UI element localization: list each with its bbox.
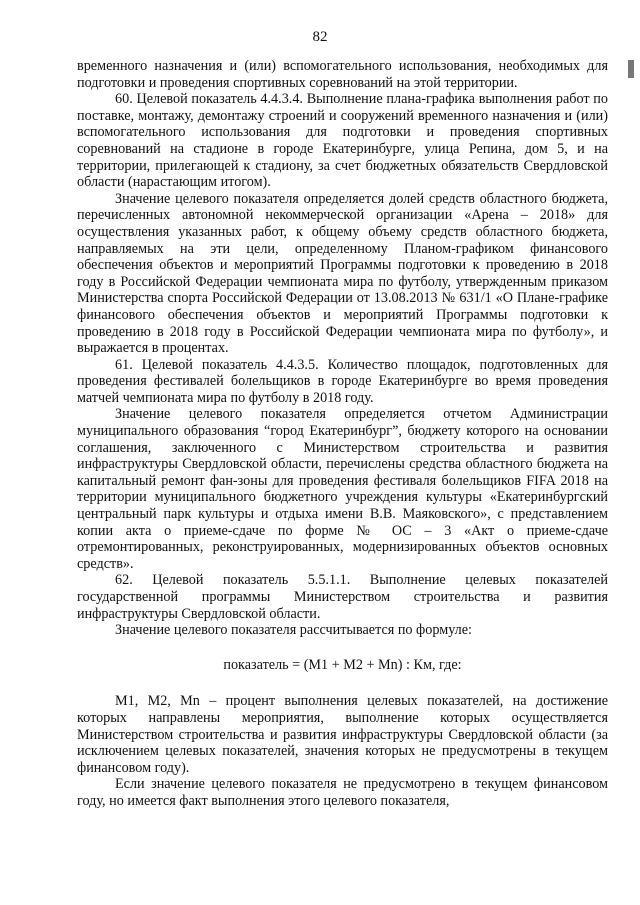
paragraph-indicator-62: 62. Целевой показатель 5.5.1.1. Выполнение целевых показателей государственной программы Министерством строительства и развития инфраструктуры Свердловской области.: [77, 572, 608, 622]
formula: показатель = (M1 + M2 + Mn) : Км, где:: [223, 656, 462, 673]
scan-margin-mark: [628, 60, 634, 78]
paragraph-indicator-61-value: Значение целевого показателя определяется отчетом Администрации муниципального образования “город Екатеринбург”, бюджету которого на основании соглашения, заключенного с Министерством строительства и развития инфраструктуры Свердловской области, перечислены средства областного бюджета на капитальный ремонт фан-зоны для проведения фестиваля болельщиков FIFA 2018 на территории муниципального бюджетного учреждения культуры «Екатеринбургский центральный парк культуры и отдыха имени В.В. Маяковского», с представлением копии акта о приеме-сдаче по форме № ОС – 3 «Акт о приеме-сдаче отремонтированных, реконструированных, модернизированных объектов основных средств».: [77, 406, 608, 572]
paragraph-indicator-61: 61. Целевой показатель 4.4.3.5. Количество площадок, подготовленных для проведения фестивалей болельщиков в городе Екатеринбурге во время проведения матчей чемпионата мира по футболу в 2018 году.: [77, 356, 608, 406]
paragraph-continuation: временного назначения и (или) вспомогательного использования, необходимых для подготовки и проведения спортивных соревнований на этой территории.: [77, 58, 608, 91]
paragraph-indicator-60-value: Значение целевого показателя определяется долей средств областного бюджета, перечисленных автономной некоммерческой организации «Арена – 2018» для осуществления указанных работ, к общему объему средств областного бюджета, направляемых на эти цели, определенному Планом-графиком финансового обеспечения объектов и мероприятий Программы подготовки к проведению в 2018 году в Российской Федерации чемпионата мира по футболу, утвержденным приказом Министерства спорта Российской Федерации от 13.08.2013 № 631/1 «О Плане-графике финансового обеспечения объектов и мероприятий Программы подготовки к проведению в 2018 году в Российской Федерации чемпионата мира по футболу», и выражается в процентах.: [77, 190, 608, 357]
paragraph-indicator-62-value: Значение целевого показателя рассчитывается по формуле:: [115, 622, 472, 639]
paragraph-indicator-60: 60. Целевой показатель 4.4.3.4. Выполнение плана-графика выполнения работ по поставке, монтажу, демонтажу строений и сооружений временного назначения и (или) вспомогательного использования для подготовки и проведения спортивных соревнований на стадионе в городе Екатеринбурге, улица Репина, дом 5, и на территории, прилегающей к стадиону, за счет бюджетных обязательств Свердловской области (нарастающим итогом).: [77, 91, 608, 191]
paragraph-final: Если значение целевого показателя не предусмотрено в текущем финансовом году, но имеется факт выполнения этого целевого показателя,: [77, 776, 608, 809]
page-number: 82: [312, 29, 328, 45]
paragraph-formula-explanation: M1, M2, Mn – процент выполнения целевых показателей, на достижение которых направлены мероприятия, выполнение которых осуществляется Министерством строительства и развития инфраструктуры Свердловской области (за исключением целевых показателей, значения которых не предусмотрены в текущем финансовом году).: [77, 693, 608, 776]
document-body: [77, 58, 608, 810]
